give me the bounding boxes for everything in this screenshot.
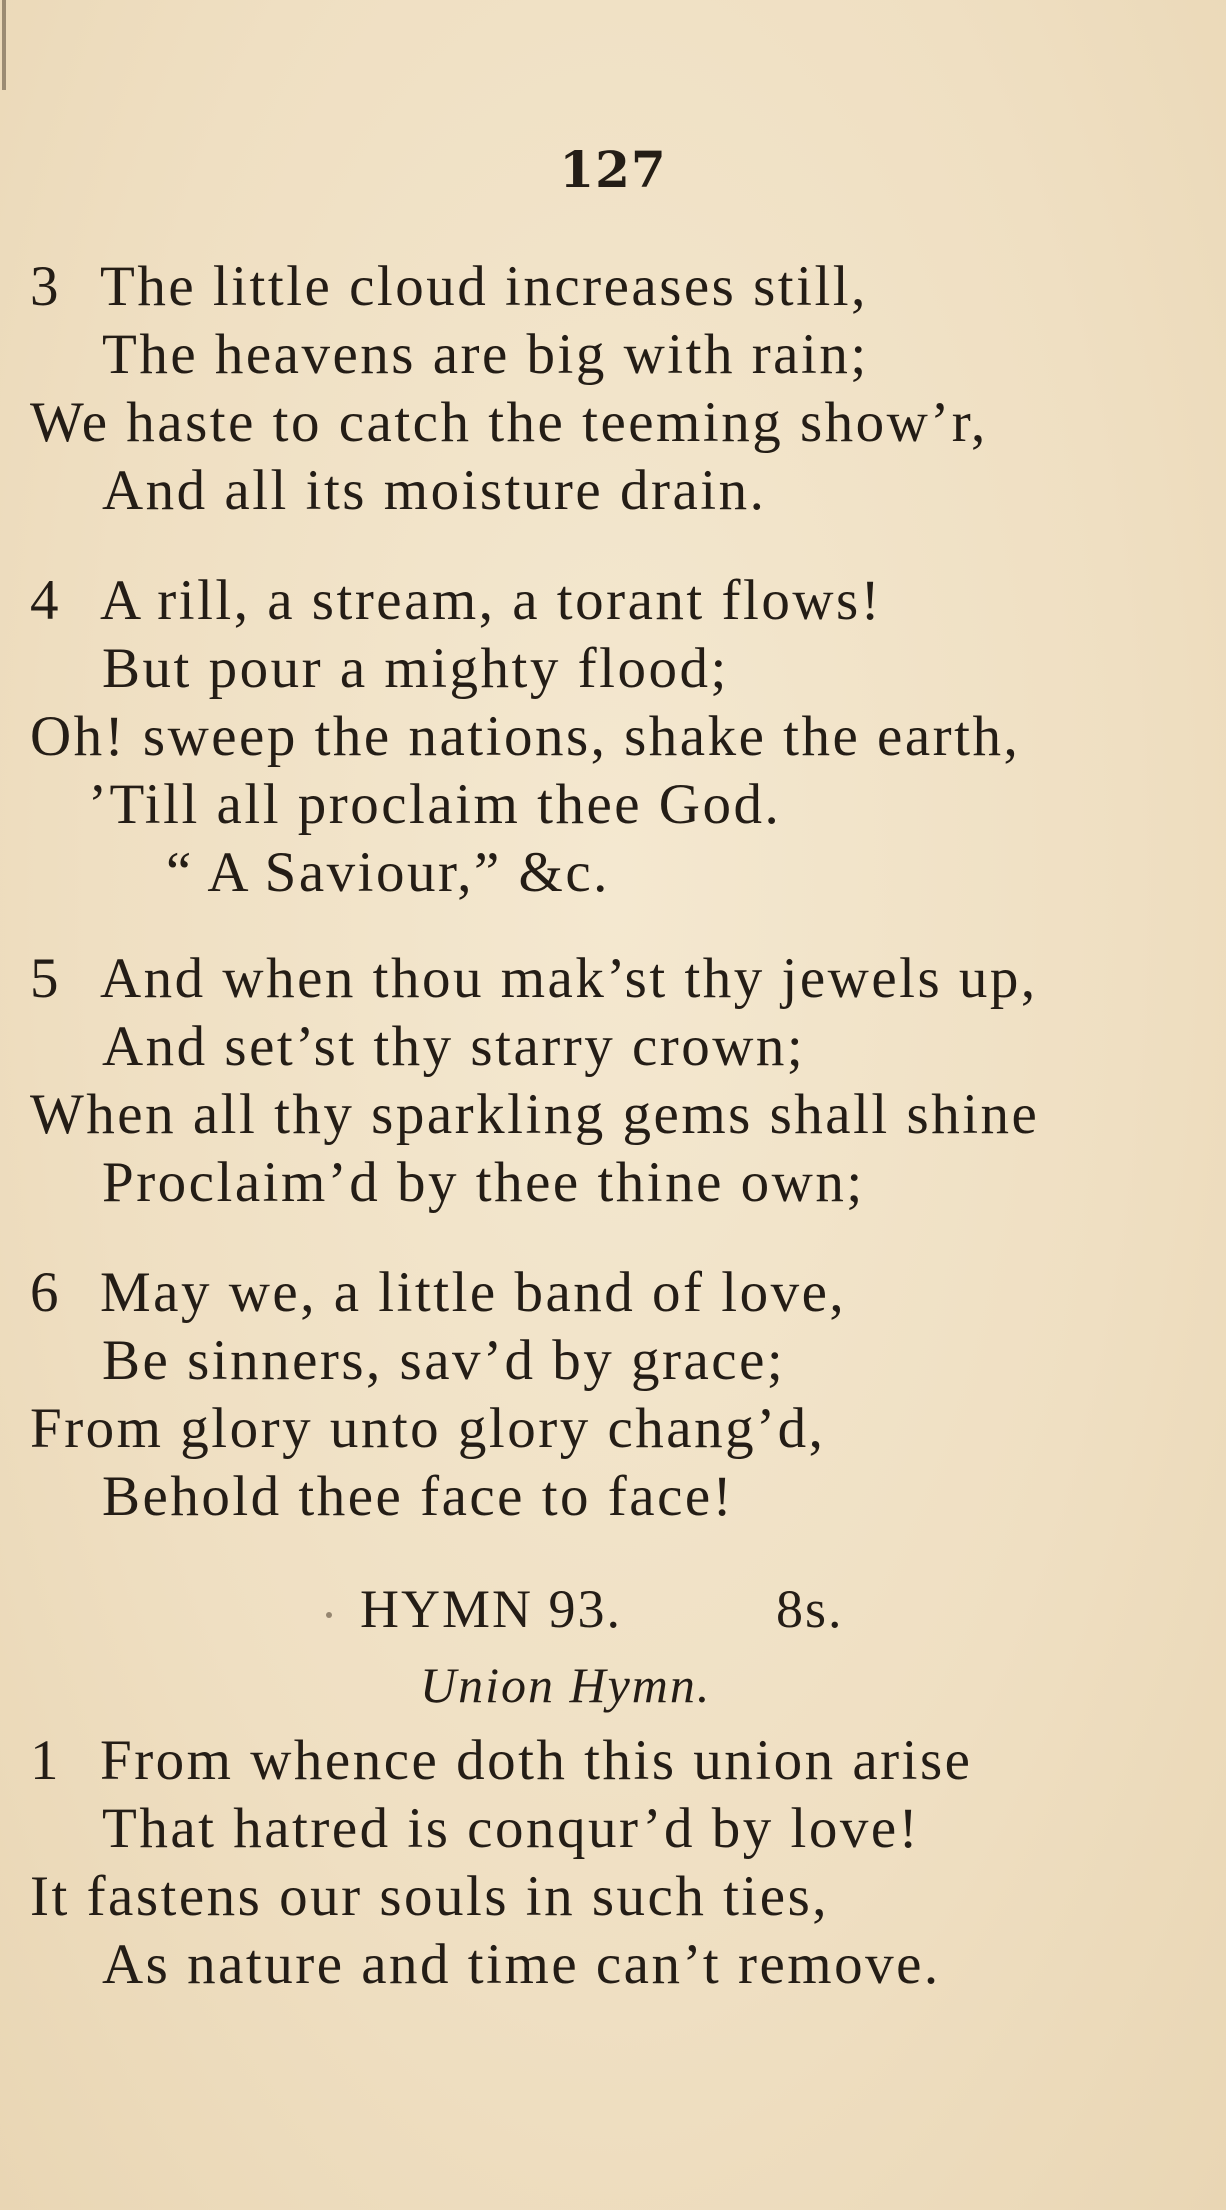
page-edge-mark (2, 0, 6, 90)
hymn-title: HYMN 93. (360, 1579, 623, 1639)
stanza-line: Proclaim’d by thee thine own; (102, 1151, 865, 1214)
stanza-number: 4 (30, 569, 61, 632)
stanza-line: Behold thee face to face! (102, 1465, 735, 1528)
stanza-line: When all thy sparkling gems shall shine (30, 1083, 1040, 1146)
stanza-line: We haste to catch the teeming show’r, (30, 391, 988, 454)
stanza-number: 5 (30, 947, 61, 1010)
stanza-number: 1 (30, 1729, 61, 1792)
stanza-line: Oh! sweep the nations, shake the earth, (30, 705, 1021, 768)
stanza-line: As nature and time can’t remove. (102, 1933, 941, 1996)
stanza-number: 3 (30, 255, 61, 318)
stanza-line: And set’st thy starry crown; (102, 1015, 806, 1078)
stanza-line: ’Till all proclaim thee God. (88, 773, 782, 836)
stanza-line: And all its moisture drain. (102, 459, 767, 522)
stanza-line: But pour a mighty flood; (102, 637, 729, 700)
stanza-line-text: From whence doth this union arise (100, 1729, 973, 1792)
stanza-line (30, 947, 1038, 1010)
stanza-line-text: The little cloud increases still, (100, 255, 868, 318)
stanza-line (30, 569, 883, 632)
stanza-line: Be sinners, sav’d by grace; (102, 1329, 786, 1392)
stanza-line (30, 1261, 847, 1324)
stanza-line-text: A rill, a stream, a torant flows! (100, 569, 883, 632)
chorus-reference: “ A Saviour,” &c. (166, 841, 610, 904)
page-number: 127 (559, 140, 667, 199)
stanza-line: That hatred is conqur’d by love! (102, 1797, 921, 1860)
stanza-line-text: May we, a little band of love, (100, 1261, 847, 1324)
stanza-line (30, 255, 868, 318)
hymn-meter: 8s. (776, 1579, 844, 1639)
stanza-line: From glory unto glory chang’d, (30, 1397, 826, 1460)
stanza-line (30, 1729, 973, 1792)
stanza-line: The heavens are big with rain; (102, 323, 869, 386)
stanza-line: It fastens our souls in such ties, (30, 1865, 830, 1928)
stanza-number: 6 (30, 1261, 61, 1324)
stanza-line-text: And when thou mak’st thy jewels up, (100, 947, 1038, 1010)
ornament-dot (326, 1612, 332, 1618)
hymn-subtitle: Union Hymn. (420, 1657, 712, 1713)
